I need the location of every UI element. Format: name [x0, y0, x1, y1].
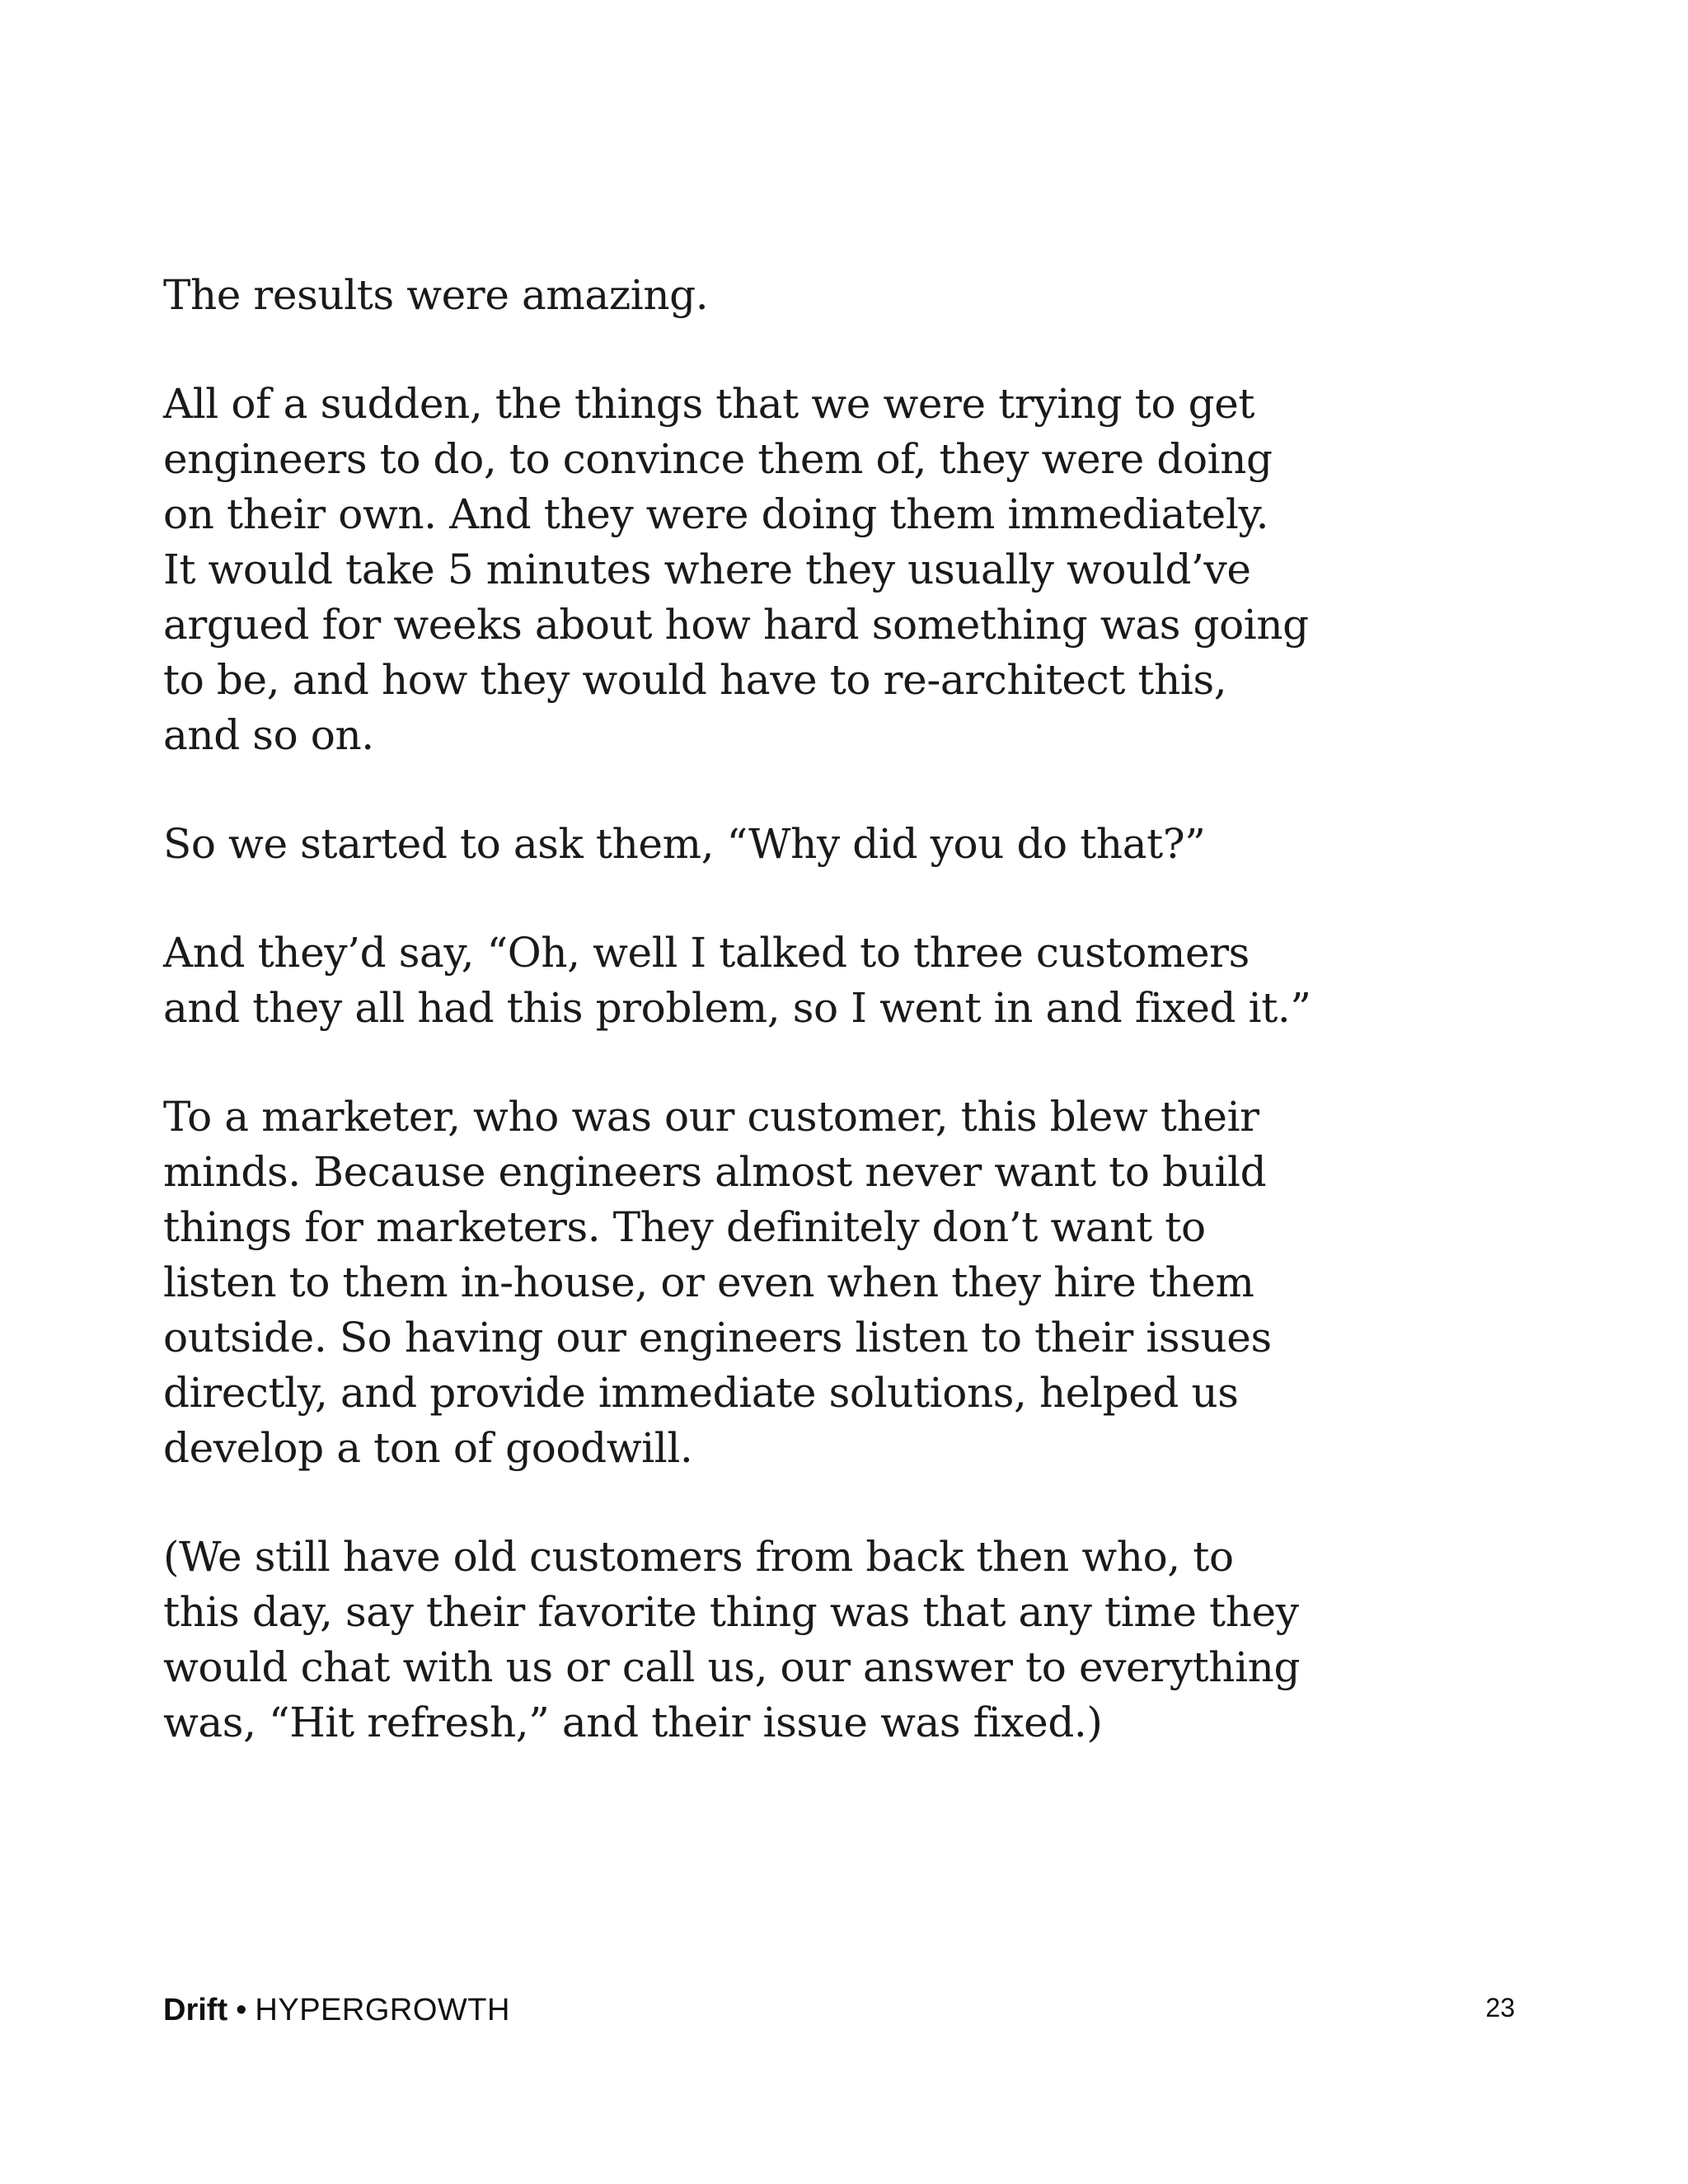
body-text: [163, 268, 1350, 1804]
text-line: The results were amazing.: [163, 271, 709, 319]
text-line: outside. So having our engineers listen to their issues: [163, 1314, 1272, 1361]
text-line: And they’d say, “Oh, well I talked to three customers: [163, 929, 1250, 977]
footer-title: HYPERGROWTH: [255, 1993, 510, 2027]
text-line: would chat with us or call us, our answer to everything: [163, 1643, 1301, 1691]
text-line: engineers to do, to convince them of, they were doing: [163, 435, 1273, 483]
paragraph-4: [163, 926, 1350, 1036]
paragraph-1: [163, 268, 1350, 323]
text-line: was, “Hit refresh,” and their issue was fixed.): [163, 1699, 1103, 1746]
paragraph-5: [163, 1090, 1350, 1476]
text-line: things for marketers. They definitely don’t want to: [163, 1203, 1206, 1251]
text-line: All of a sudden, the things that we were trying to get: [163, 380, 1255, 428]
text-line: argued for weeks about how hard something was going: [163, 601, 1309, 649]
paragraph-3: [163, 817, 1350, 872]
text-line: develop a ton of goodwill.: [163, 1424, 693, 1472]
text-line: (We still have old customers from back then who, to: [163, 1533, 1234, 1581]
footer-separator: •: [236, 1993, 247, 2027]
text-line: directly, and provide immediate solutions, helped us: [163, 1369, 1239, 1417]
text-line: and so on.: [163, 711, 374, 759]
paragraph-6: [163, 1530, 1350, 1750]
text-line: To a marketer, who was our customer, this blew their: [163, 1093, 1259, 1141]
text-line: to be, and how they would have to re-architect this,: [163, 656, 1227, 704]
footer-brand: Drift: [163, 1993, 228, 2027]
text-line: and they all had this problem, so I went in and fixed it.”: [163, 984, 1311, 1032]
text-line: minds. Because engineers almost never want to build: [163, 1148, 1267, 1196]
text-line: this day, say their favorite thing was that any time they: [163, 1588, 1299, 1636]
text-line: on their own. And they were doing them immediately.: [163, 490, 1269, 538]
text-line: It would take 5 minutes where they usually would’ve: [163, 546, 1251, 593]
page-footer: [163, 1993, 1515, 2034]
text-line: So we started to ask them, “Why did you do that?”: [163, 820, 1206, 868]
paragraph-2: [163, 377, 1350, 763]
page-number: 23: [1485, 1993, 1515, 2022]
text-line: listen to them in-house, or even when they hire them: [163, 1258, 1254, 1306]
